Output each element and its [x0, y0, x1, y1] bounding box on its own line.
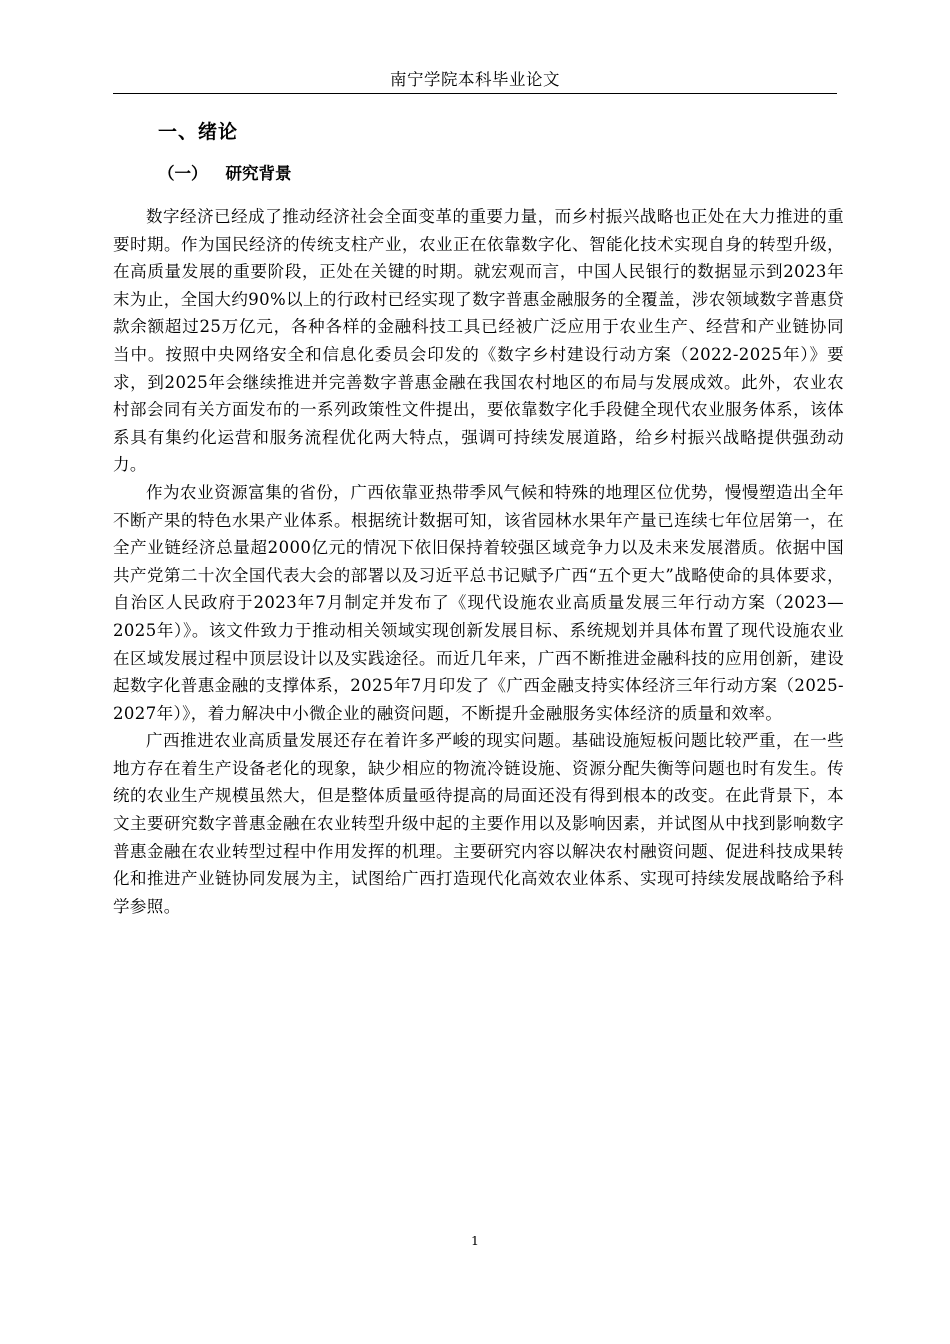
- paragraph: 作为农业资源富集的省份，广西依靠亚热带季风气候和特殊的地理区位优势，慢慢塑造出全年不断产果的特色水果产业体系。根据统计数据可知，该省园林水果年产量已连续七年位居第一，在全产业链经济总量超2000亿元的情况下依旧保持着较强区域竞争力以及未来发展潜质。依据中国共产党第二十次全国代表大会的部署以及习近平总书记赋予广西“五个更大”战略使命的具体要求，自治区人民政府于2023年7月制定并发布了《现代设施农业高质量发展三年行动方案（2023—2025年）》。该文件致力于推动相关领域实现创新发展目标、系统规划并具体布置了现代设施农业在区域发展过程中顶层设计以及实践途径。而近几年来，广西不断推进金融科技的应用创新，建设起数字化普惠金融的支撑体系，2025年7月印发了《广西金融支持实体经济三年行动方案（2025-2027年）》，着力解决中小微企业的融资问题，不断提升金融服务实体经济的质量和效率。: [113, 482, 844, 723]
- body-text: [113, 203, 844, 920]
- header-rule: [113, 93, 837, 94]
- chapter-title: 一、绪论: [158, 121, 239, 143]
- section-number: （一）: [158, 164, 208, 183]
- running-header: 南宁学院本科毕业论文: [390, 70, 560, 89]
- paragraph: 数字经济已经成了推动经济社会全面变革的重要力量，而乡村振兴战略也正处在大力推进的重要时期。作为国民经济的传统支柱产业，农业正在依靠数字化、智能化技术实现自身的转型升级，在高质量发展的重要阶段，正处在关键的时期。就宏观而言，中国人民银行的数据显示到2023年末为止，全国大约90%以上的行政村已经实现了数字普惠金融服务的全覆盖，涉农领域数字普惠贷款余额超过25万亿元，各种各样的金融科技工具已经被广泛应用于农业生产、经营和产业链协同当中。按照中央网络安全和信息化委员会印发的《数字乡村建设行动方案（2022-2025年）》要求，到2025年会继续推进并完善数字普惠金融在我国农村地区的布局与发展成效。此外，农业农村部会同有关方面发布的一系列政策性文件提出，要依靠数字化手段健全现代农业服务体系，该体系具有集约化运营和服务流程优化两大特点，强调可持续发展道路，给乡村振兴战略提供强劲动力。: [113, 207, 844, 475]
- paragraph: 广西推进农业高质量发展还存在着许多严峻的现实问题。基础设施短板问题比较严重，在一些地方存在着生产设备老化的现象，缺少相应的物流冷链设施、资源分配失衡等问题也时有发生。传统的农业生产规模虽然大，但是整体质量亟待提高的局面还没有得到根本的改变。在此背景下，本文主要研究数字普惠金融在农业转型升级中起的主要作用以及影响因素，并试图从中找到影响数字普惠金融在农业转型过程中作用发挥的机理。主要研究内容以解决农村融资问题、促进科技成果转化和推进产业链协同发展为主，试图给广西打造现代化高效农业体系、实现可持续发展战略给予科学参照。: [113, 731, 844, 916]
- section-title-text: 研究背景: [225, 164, 292, 183]
- section-title: [158, 161, 292, 187]
- page-number: 1: [471, 1233, 479, 1248]
